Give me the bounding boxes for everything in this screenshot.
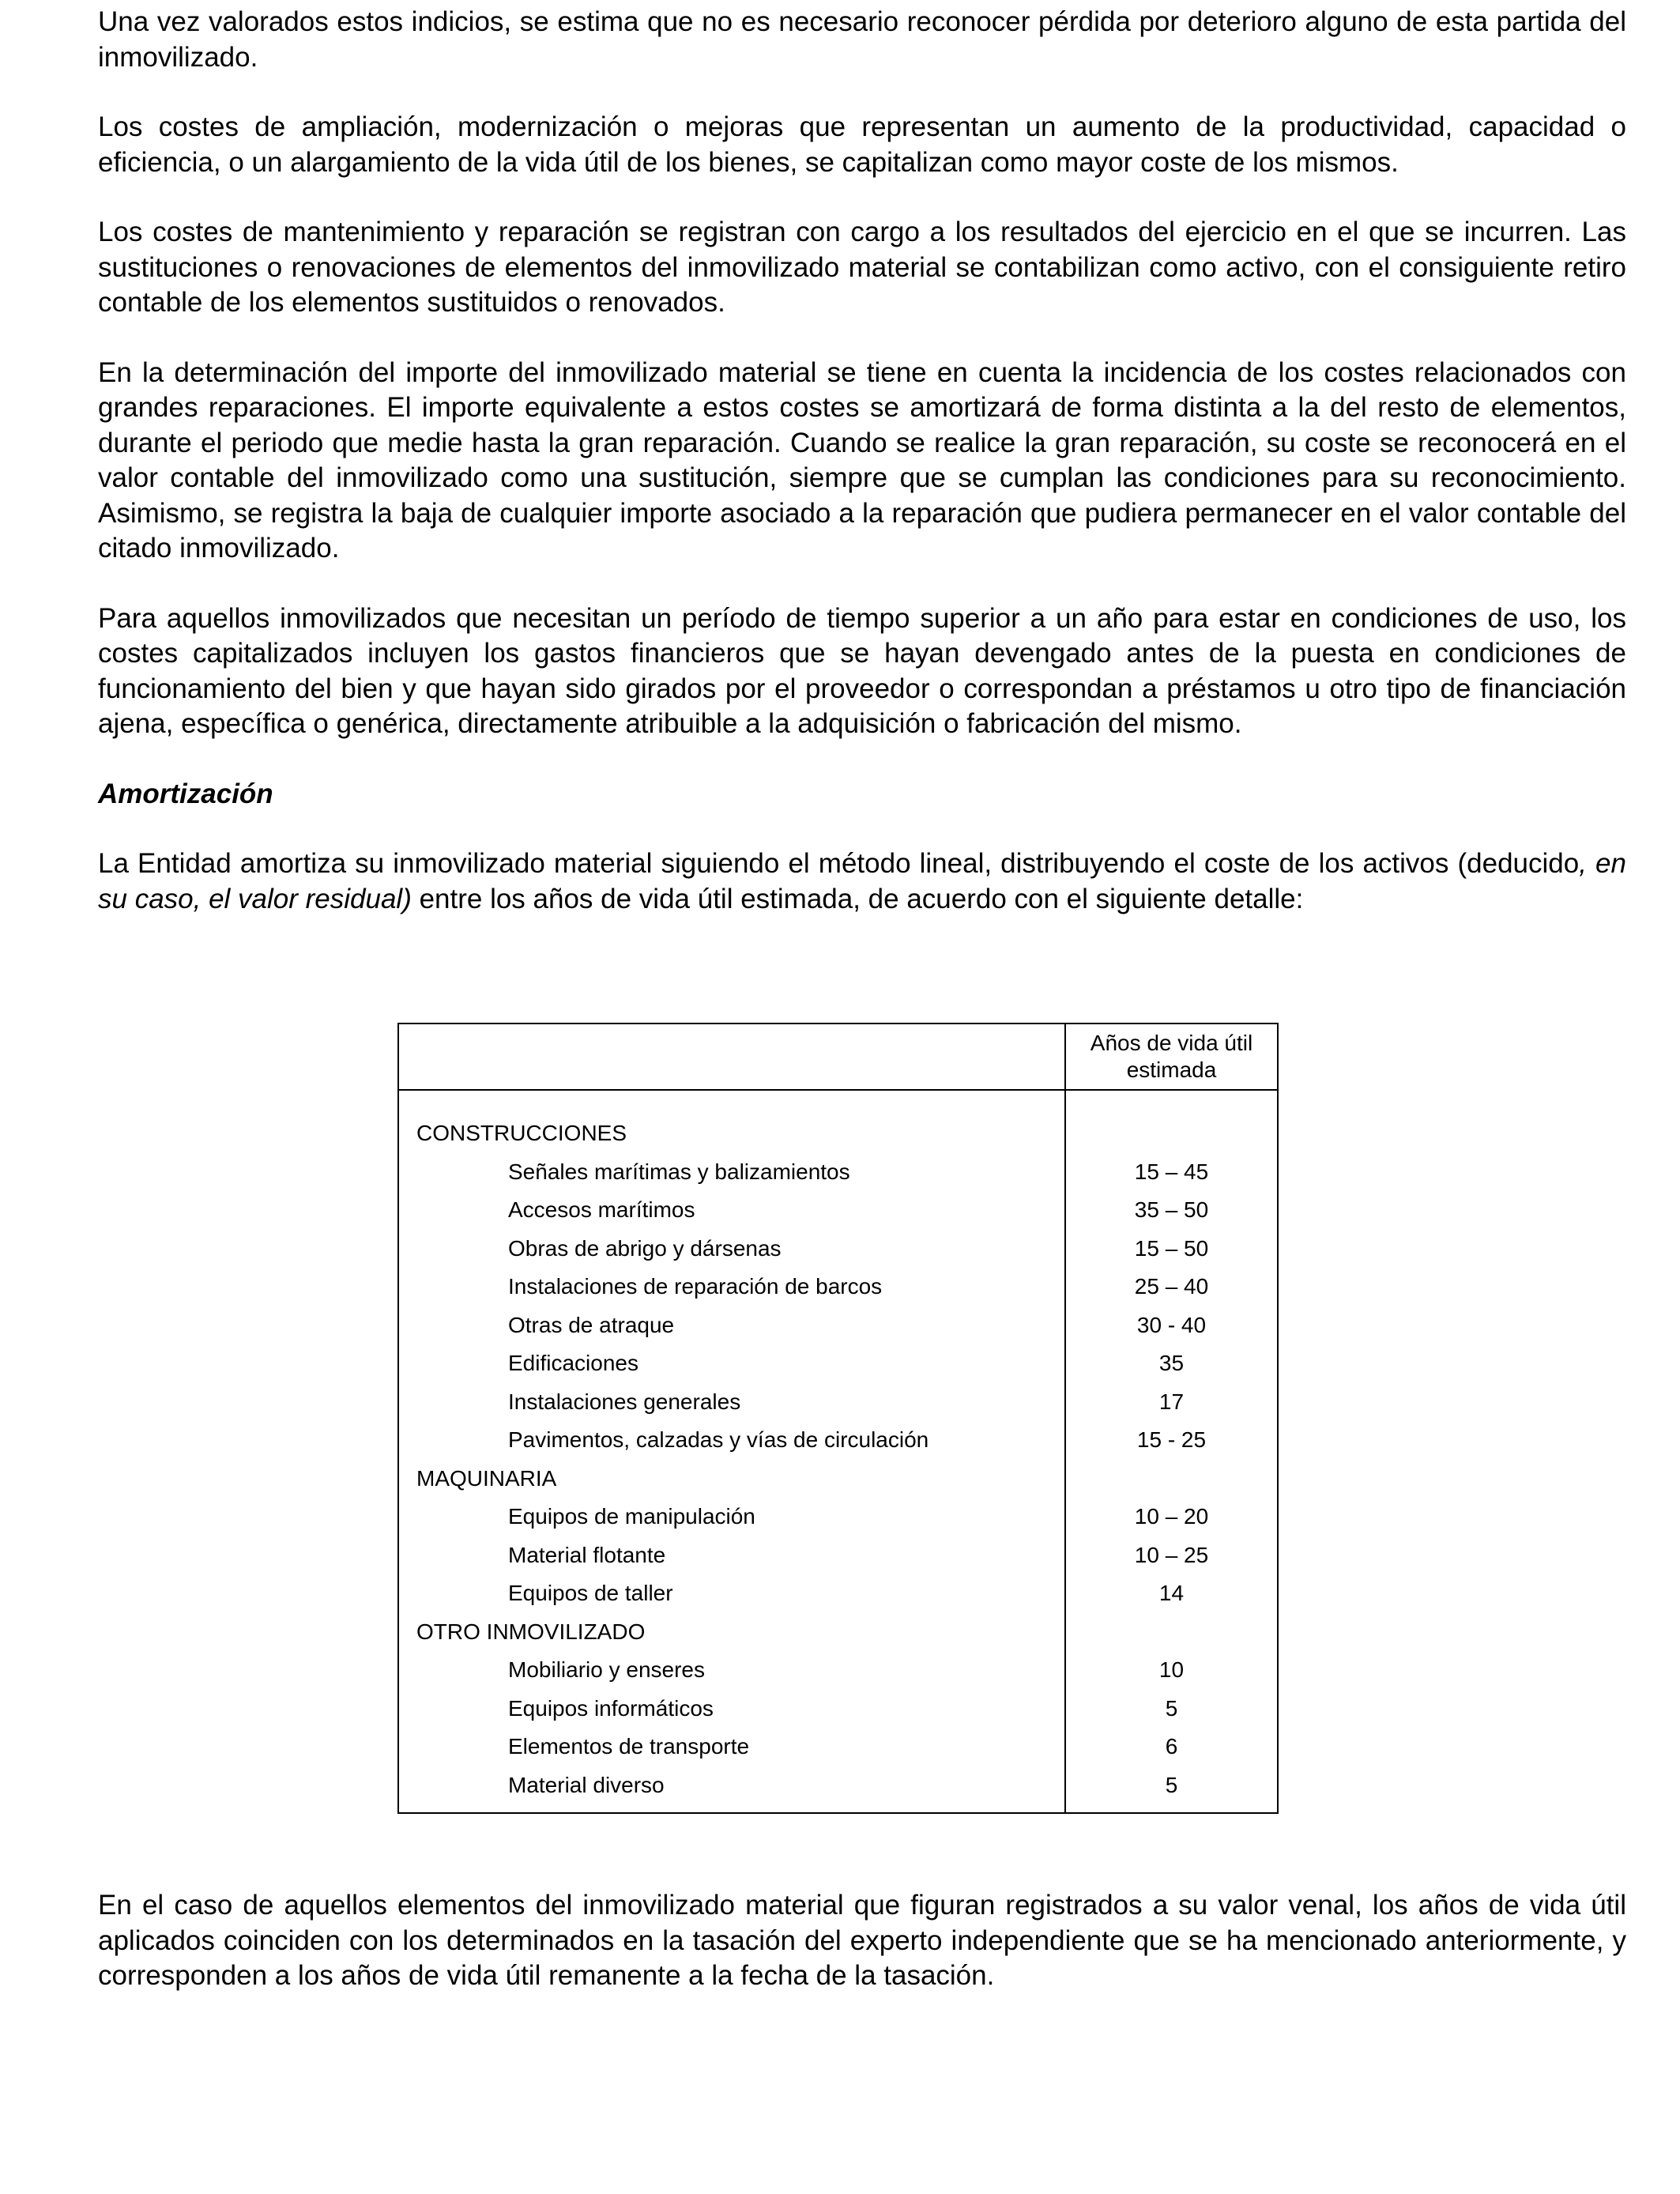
section-title-amortizacion: Amortización [98, 778, 273, 809]
useful-life-value: 15 – 45 [1065, 1153, 1278, 1192]
table-row [398, 1191, 1278, 1230]
table-row [398, 1383, 1278, 1422]
table-row [398, 1728, 1278, 1766]
table-header-row [398, 1023, 1278, 1090]
table-row [398, 1344, 1278, 1383]
asset-label: Instalaciones de reparación de barcos [398, 1268, 1065, 1306]
paragraph-improvement-costs: Los costes de ampliación, modernización o mejoras que representan un aumento de la productividad, capacidad o eficiencia, o un alargamiento de la vida útil de los bienes, se capitalizan como mayor coste de los mismos. [98, 111, 1626, 178]
intro-text-part1: La Entidad amortiza su inmovilizado material siguiendo el método lineal, distribuyendo el coste de los activos (deducido [98, 848, 1580, 879]
table-group-row [398, 1114, 1278, 1153]
document-body [98, 5, 1626, 952]
paragraph-amortization-intro [98, 846, 1626, 917]
asset-label: Equipos de taller [398, 1574, 1065, 1613]
asset-label: Mobiliario y enseres [398, 1651, 1065, 1690]
asset-label: Obras de abrigo y dársenas [398, 1230, 1065, 1269]
table-row [398, 1153, 1278, 1192]
asset-label: Otras de atraque [398, 1306, 1065, 1345]
group-name: CONSTRUCCIONES [398, 1114, 1065, 1153]
asset-label: Pavimentos, calzadas y vías de circulación [398, 1421, 1065, 1460]
useful-life-value: 5 [1065, 1690, 1278, 1728]
paragraph-maintenance-costs: Los costes de mantenimiento y reparación se registran con cargo a los resultados del ejercicio en el que se incurren. Las sustituciones o renovaciones de elementos del inmovilizado material se contabilizan como activo, con el consiguiente retiro contable de los elementos sustituidos o renovados. [98, 217, 1626, 318]
useful-life-value: 30 - 40 [1065, 1306, 1278, 1345]
table-header-years [1065, 1023, 1278, 1090]
useful-life-value: 6 [1065, 1728, 1278, 1766]
table-header-empty [398, 1023, 1065, 1090]
table-row [398, 1574, 1278, 1613]
asset-label: Accesos marítimos [398, 1191, 1065, 1230]
asset-label: Elementos de transporte [398, 1728, 1065, 1766]
asset-label: Material diverso [398, 1766, 1065, 1813]
paragraph-financial-costs: Para aquellos inmovilizados que necesitan un período de tiempo superior a un año para estar en condiciones de uso, los costes capitalizados incluyen los gastos financieros que se hayan devengado antes de la puesta en condiciones de funcionamiento del bien y que hayan sido girados por el proveedor o correspondan a préstamos u otro tipo de financiación ajena, específica o genérica, directamente atribuible a la adquisición o fabricación del mismo. [98, 602, 1626, 739]
useful-life-value: 10 – 20 [1065, 1498, 1278, 1536]
paragraph-impairment: Una vez valorados estos indicios, se estima que no es necesario reconocer pérdida por deterioro alguno de esta partida del inmovilizado. [98, 6, 1626, 73]
table-row [398, 1766, 1278, 1813]
group-name: OTRO INMOVILIZADO [398, 1613, 1065, 1652]
table-group-row [398, 1613, 1278, 1652]
table-row [398, 1268, 1278, 1306]
useful-life-value: 5 [1065, 1766, 1278, 1813]
intro-text-italic: , en su caso, el valor residual) [98, 848, 1626, 914]
asset-label: Edificaciones [398, 1344, 1065, 1383]
useful-life-table [397, 1023, 1279, 1814]
group-value-empty [1065, 1114, 1278, 1153]
closing-section [98, 1888, 1626, 2029]
table-row [398, 1306, 1278, 1345]
asset-label: Material flotante [398, 1536, 1065, 1575]
header-line-1: Años de vida útil [1090, 1031, 1253, 1055]
header-line-2: estimada [1126, 1057, 1217, 1082]
table-row [398, 1230, 1278, 1269]
useful-life-value: 35 [1065, 1344, 1278, 1383]
table-row [398, 1536, 1278, 1575]
group-value-empty [1065, 1613, 1278, 1652]
table-row [398, 1651, 1278, 1690]
asset-label: Equipos de manipulación [398, 1498, 1065, 1536]
intro-text-part3: entre los años de vida útil estimada, de acuerdo con el siguiente detalle: [411, 883, 1304, 914]
table-group-row [398, 1460, 1278, 1498]
useful-life-value: 35 – 50 [1065, 1191, 1278, 1230]
table-row [398, 1690, 1278, 1728]
useful-life-value: 10 – 25 [1065, 1536, 1278, 1575]
table-spacer-row [398, 1090, 1278, 1114]
asset-label: Señales marítimas y balizamientos [398, 1153, 1065, 1192]
paragraph-major-repairs: En la determinación del importe del inmovilizado material se tiene en cuenta la incidencia de los costes relacionados con grandes reparaciones. El importe equivalente a estos costes se amortizará de forma distinta a la del resto de elementos, durante el periodo que medie hasta la gran reparación. Cuando se realice la gran reparación, su coste se reconocerá en el valor contable del inmovilizado como una sustitución, siempre que se cumplan las condiciones para su reconocimiento. Asimismo, se registra la baja de cualquier importe asociado a la reparación que pudiera permanecer en el valor contable del citado inmovilizado. [98, 356, 1626, 564]
useful-life-value: 10 [1065, 1651, 1278, 1690]
useful-life-table-body [398, 1090, 1278, 1813]
useful-life-value: 15 – 50 [1065, 1230, 1278, 1269]
asset-label: Equipos informáticos [398, 1690, 1065, 1728]
group-value-empty [1065, 1460, 1278, 1498]
useful-life-value: 14 [1065, 1574, 1278, 1613]
group-name: MAQUINARIA [398, 1460, 1065, 1498]
useful-life-value: 17 [1065, 1383, 1278, 1422]
paragraph-closing: En el caso de aquellos elementos del inmovilizado material que figuran registrados a su valor venal, los años de vida útil aplicados coinciden con los determinados en la tasación del experto independiente que se ha mencionado anteriormente, y corresponden a los años de vida útil remanente a la fecha de la tasación. [98, 1890, 1626, 1991]
table-row [398, 1498, 1278, 1536]
asset-label: Instalaciones generales [398, 1383, 1065, 1422]
useful-life-value: 25 – 40 [1065, 1268, 1278, 1306]
table-row [398, 1421, 1278, 1460]
useful-life-value: 15 - 25 [1065, 1421, 1278, 1460]
